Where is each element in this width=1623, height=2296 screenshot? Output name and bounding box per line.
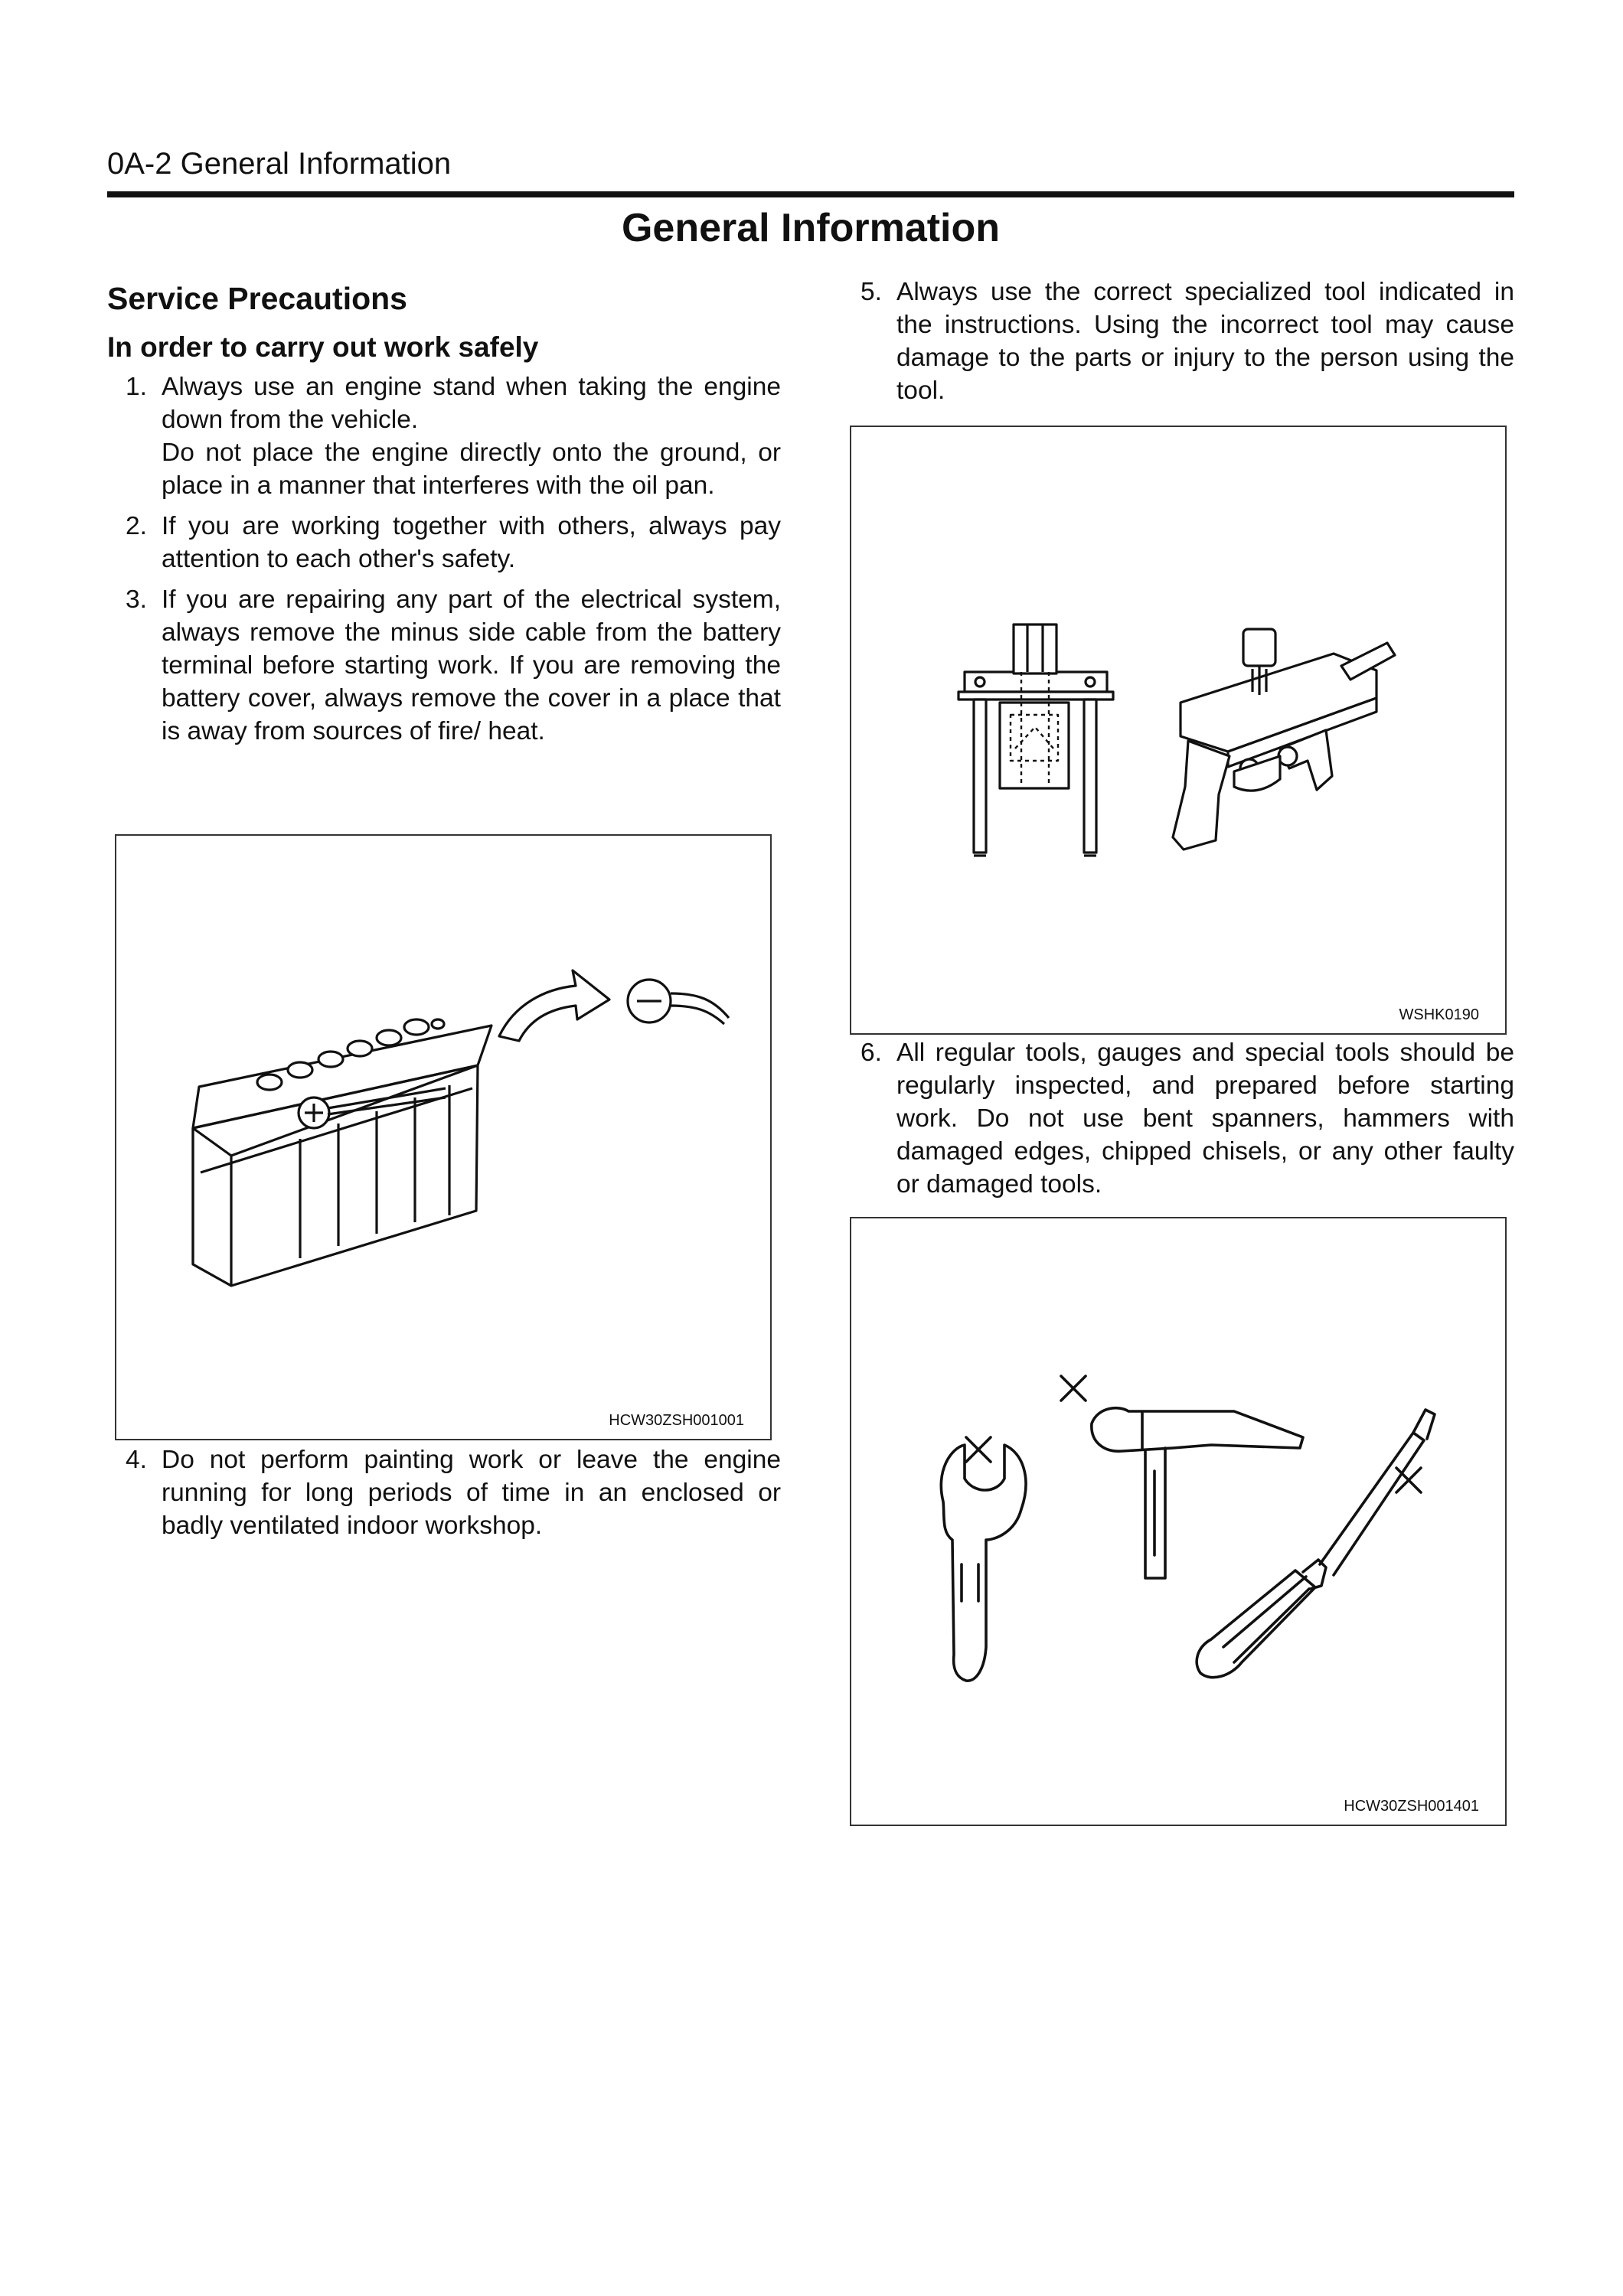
list-item (107, 510, 781, 576)
service-precautions-heading: Service Precautions (107, 281, 407, 316)
list-item (107, 583, 781, 748)
item-text: All regular tools, gauges and special tools should be regularly inspected, and prepared before starting work. Do not use bent spanners, hammers with damaged edges, chipped chisels, or any other faulty or damaged tools. (896, 1039, 1514, 1199)
item-number: 6. (860, 1039, 882, 1067)
work-safely-subheading: In order to carry out work safely (107, 331, 539, 363)
item-number: 2. (126, 512, 147, 540)
precaution-list-4 (107, 1443, 781, 1542)
item-number: 4. (126, 1446, 147, 1474)
figure-id: HCW30ZSH001001 (609, 1412, 744, 1429)
precaution-list-1-3 (107, 370, 781, 748)
header-rule (107, 191, 1514, 197)
left-column-lower (107, 1443, 781, 1550)
right-column-middle (842, 1036, 1514, 1208)
damaged-tools-figure (850, 1217, 1507, 1826)
item-number: 5. (860, 278, 882, 306)
list-item (107, 1443, 781, 1542)
item-text: If you are working together with others, always pay attention to each other's safety. (162, 512, 781, 573)
running-head: 0A-2 General Information (107, 147, 452, 181)
precaution-list-5 (842, 276, 1514, 407)
item-text: Do not place the engine directly onto the ground, or place in a manner that interferes with the oil pan. (162, 439, 781, 500)
right-column (842, 276, 1514, 415)
list-item (107, 370, 781, 502)
item-text: Always use an engine stand when taking the engine down from the vehicle. (162, 373, 781, 434)
special-tools-illustration (851, 427, 1508, 1036)
precaution-list-6 (842, 1036, 1514, 1201)
item-text: If you are repairing any part of the electrical system, always remove the minus side cable from the battery terminal before starting work. If you are removing the battery cover, always remove the cover in a place that is away from sources of fire/ heat. (162, 585, 781, 745)
special-tools-figure (850, 426, 1507, 1035)
figure-id: WSHK0190 (1399, 1006, 1479, 1023)
list-item (842, 1036, 1514, 1201)
left-column (107, 276, 781, 755)
battery-figure (115, 834, 772, 1440)
item-text: Always use the correct specialized tool indicated in the instructions. Using the incorrect tool may cause damage to the parts or injury to the person using the tool. (896, 278, 1514, 405)
battery-illustration (116, 836, 773, 1442)
list-item (842, 276, 1514, 407)
damaged-tools-illustration (851, 1218, 1508, 1828)
section-title: General Information (621, 206, 1001, 250)
item-text: Do not perform painting work or leave the engine running for long periods of time in an enclosed or badly ventilated indoor workshop. (162, 1446, 781, 1540)
item-number: 1. (126, 373, 147, 401)
item-number: 3. (126, 585, 147, 614)
figure-id: HCW30ZSH001401 (1344, 1798, 1479, 1815)
